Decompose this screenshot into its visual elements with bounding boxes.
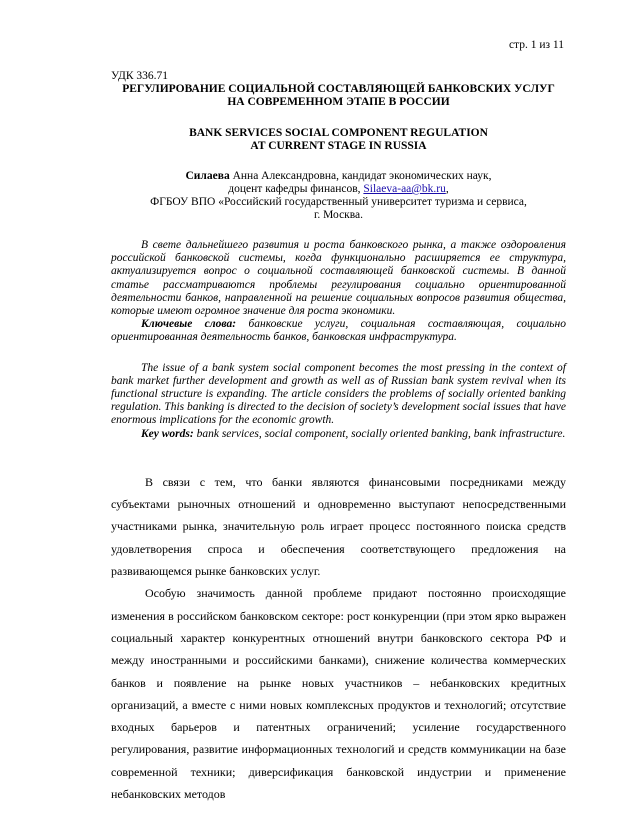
author-line-2 [111, 183, 566, 196]
keywords-ru-list: банковские услуги, социальная составляющая, социально ориентированная деятельность банков, банковская инфраструктура. [111, 318, 566, 344]
title-en-line-2: AT CURRENT STAGE IN RUSSIA [250, 140, 427, 152]
abstract-en-text: The issue of a bank system social component becomes the most pressing in the context of bank market further development and growth as well as of Russian bank system revival when its functional structure is expanding. The article considers the problems of socially oriented banking regulation. This banking is directed to the decision of society’s development social issues that have enormous implications for the economic growth. [111, 361, 566, 427]
page-number: стр. 1 из 11 [508, 39, 564, 51]
article-content [111, 70, 566, 805]
author-line-1 [111, 170, 566, 183]
author-name-rest: Анна Александровна, кандидат экономических наук, [229, 170, 492, 182]
keywords-en [111, 428, 566, 441]
author-position: доцент кафедры финансов, [228, 183, 364, 195]
title-ru [111, 83, 566, 109]
keywords-ru-label: Ключевые слова: [141, 318, 237, 331]
keywords-en-label: Key words: [141, 427, 194, 440]
title-ru-line-2: НА СОВРЕМЕННОМ ЭТАПЕ В РОССИИ [227, 96, 450, 108]
abstract-ru [111, 239, 566, 345]
title-en [111, 127, 566, 153]
abstract-ru-text: В свете дальнейшего развития и роста банковского рынка, а также оздоровления российской банковской системы, когда функционально расширяется ее структура, актуализируется вопрос о социальной составляющей банковской системы. В данной статье рассматриваются проблемы регулирования социально ориентированной деятельности банков, направленной на решение социальных вопросов развития общества, которые имеют огромное значение для роста экономики. [111, 239, 566, 318]
body-text [111, 471, 566, 805]
author-email-link[interactable]: Silaeva-aa@bk.ru [363, 183, 446, 195]
author-email-suffix: , [445, 183, 449, 195]
author-organization: ФГБОУ ВПО «Российский государственный университет туризма и сервиса, [150, 196, 527, 208]
keywords-en-list: bank services, social component, socially oriented banking, bank infrastructure. [193, 427, 566, 440]
author-block [111, 170, 566, 222]
keywords-ru [111, 318, 566, 344]
author-surname: Силаева [185, 170, 230, 182]
body-paragraph-2: Особую значимость данной проблеме придают постоянно происходящие изменения в российском банковском секторе: рост конкуренции (при этом ярко выражен социальный характер конкурентных отношений внутри банковского сектора РФ и между иностранными и российскими банками), снижение количества коммерческих банков и появление на рынке новых участников – небанковских кредитных организаций, а вместе с ними новых комплексных продуктов и технологий; отсутствие входных барьеров и патентных ограничений; усиление государственного регулирования, развитие информационных технологий и средств коммуникации на базе современной техники; диверсификация банковской индустрии и применение небанковских методов [111, 586, 566, 801]
udk-code: УДК 336.71 [111, 70, 168, 82]
title-en-line-1: BANK SERVICES SOCIAL COMPONENT REGULATION [189, 127, 488, 139]
author-city: г. Москва. [313, 209, 364, 221]
abstract-en [111, 362, 566, 441]
title-ru-line-1: РЕГУЛИРОВАНИЕ СОЦИАЛЬНОЙ СОСТАВЛЯЮЩЕЙ БАНКОВСКИХ УСЛУГ [122, 83, 555, 95]
body-paragraph-1: В связи с тем, что банки являются финансовыми посредниками между субъектами рыночных отношений и одновременно выступают непосредственными участниками рынка, значительную роль играет процесс постоянного поиска средств удовлетворения спроса и обеспечения соответствующего предложения на развивающемся рынке банковских услуг. [111, 474, 566, 579]
